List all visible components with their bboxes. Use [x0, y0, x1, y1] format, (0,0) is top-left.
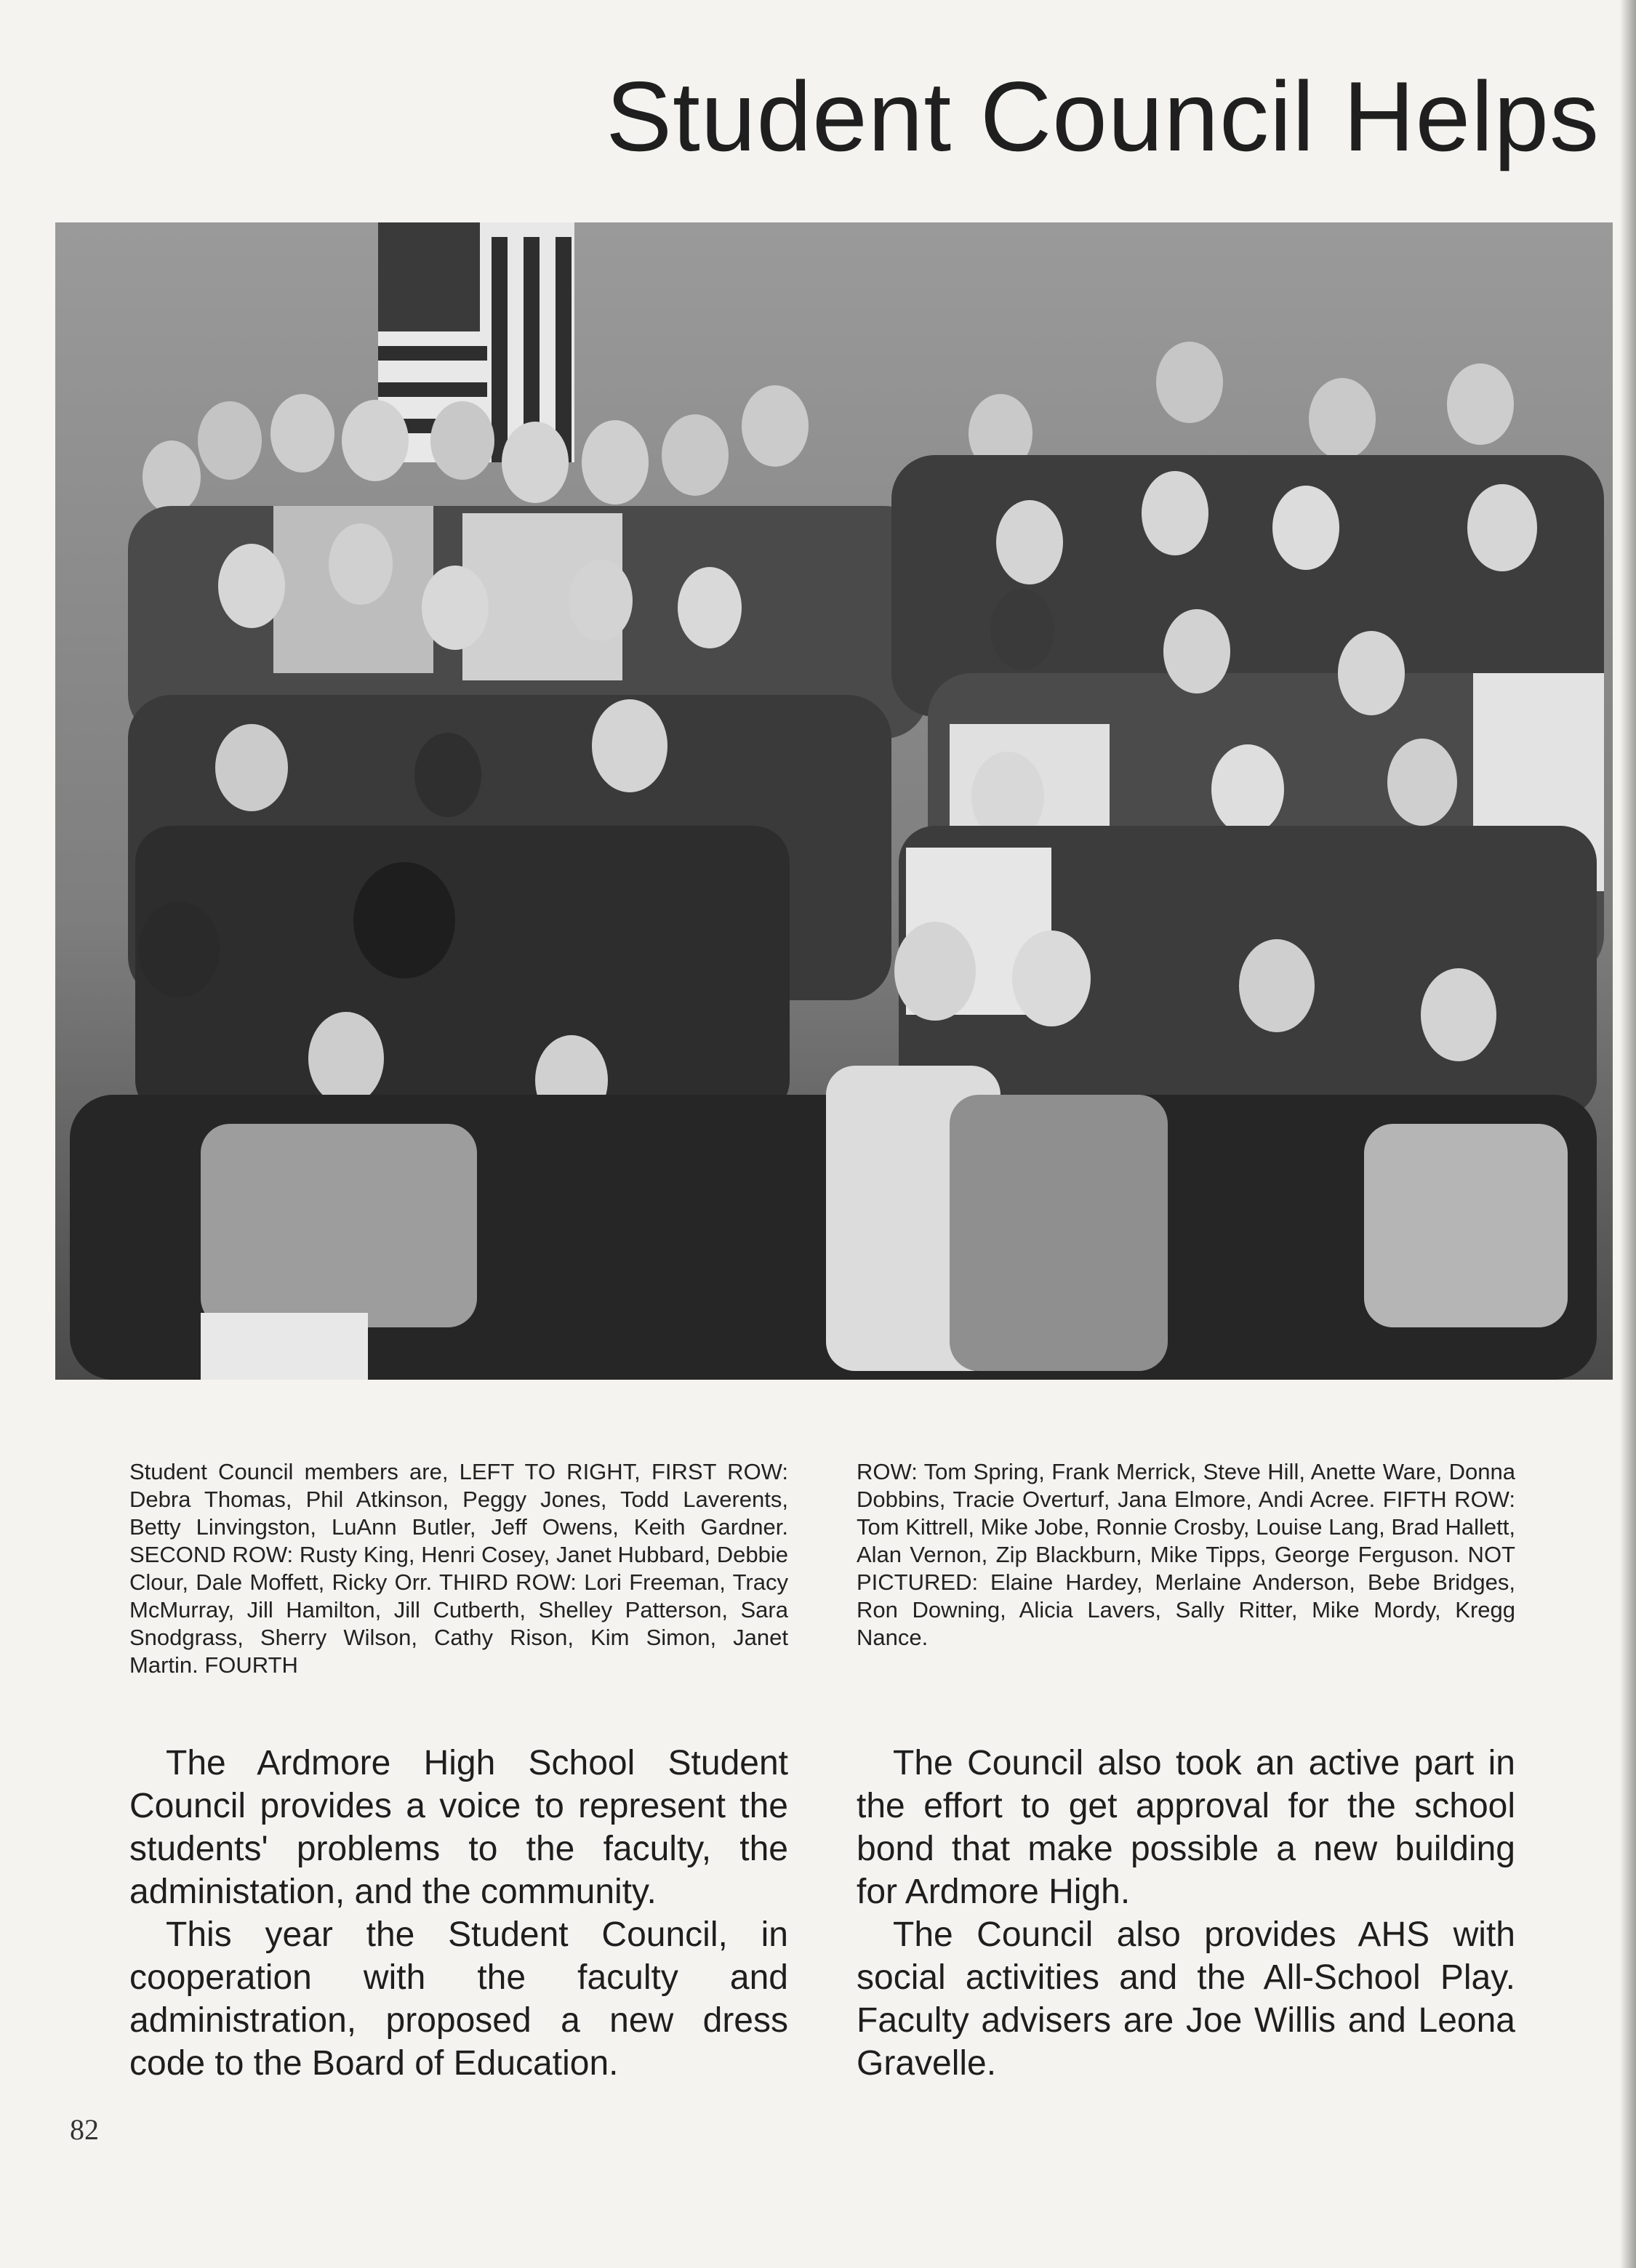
group-photo [55, 222, 1613, 1380]
page-edge-shadow [1620, 0, 1636, 2268]
photo-caption-right: ROW: Tom Spring, Frank Merrick, Steve Hill, Anette Ware, Donna Dobbins, Tracie Overturf, Jana Elmore, Andi Acree. FIFTH ROW: Tom Kittrell, Mike Jobe, Ronnie Crosby, Louise Lang, Brad Hallett, Alan Vernon, Zip Blackburn, Mike Tipps, George Ferguson. NOT PICTURED: Elaine Hardey, Merlaine Anderson, Bebe Bridges, Ron Downing, Alicia Lavers, Sally Ritter, Mike Mordy, Kregg Nance. [857, 1459, 1515, 1650]
body-paragraph: The Ardmore High School Student Council provides a voice to represent the students' problems to the faculty, the administation, and the community. [129, 1744, 788, 1911]
page-number: 82 [70, 2113, 99, 2146]
photo-caption-left: Student Council members are, LEFT TO RIGHT, FIRST ROW: Debra Thomas, Phil Atkinson, Peggy Jones, Todd Laverents, Betty Linvingston, LuAnn Butler, Jeff Owens, Keith Gardner. SECOND ROW: Rusty King, Henri Cosey, Janet Hubbard, Debbie Clour, Dale Moffett, Ricky Orr. THIRD ROW: Lori Freeman, Tracy McMurray, Jill Hamilton, Jill Cutberth, Shelley Patterson, Sara Snodgrass, Sherry Wilson, Cathy Rison, Kim Simon, Janet Martin. FOURTH [129, 1459, 788, 1678]
page-title: Student Council Helps [606, 61, 1600, 172]
body-column-left [129, 1742, 788, 2085]
body-paragraph: This year the Student Council, in cooperation with the faculty and administration, proposed a new dress code to the Board of Education. [129, 1915, 788, 2083]
group-photo-icon [55, 222, 1613, 1380]
body-paragraph: The Council also took an active part in the effort to get approval for the school bond that make possible a new building for Ardmore High. [857, 1744, 1515, 1911]
body-column-right [857, 1742, 1515, 2085]
body-paragraph: The Council also provides AHS with social activities and the All-School Play. Faculty advisers are Joe Willis and Leona Gravelle. [857, 1915, 1515, 2083]
